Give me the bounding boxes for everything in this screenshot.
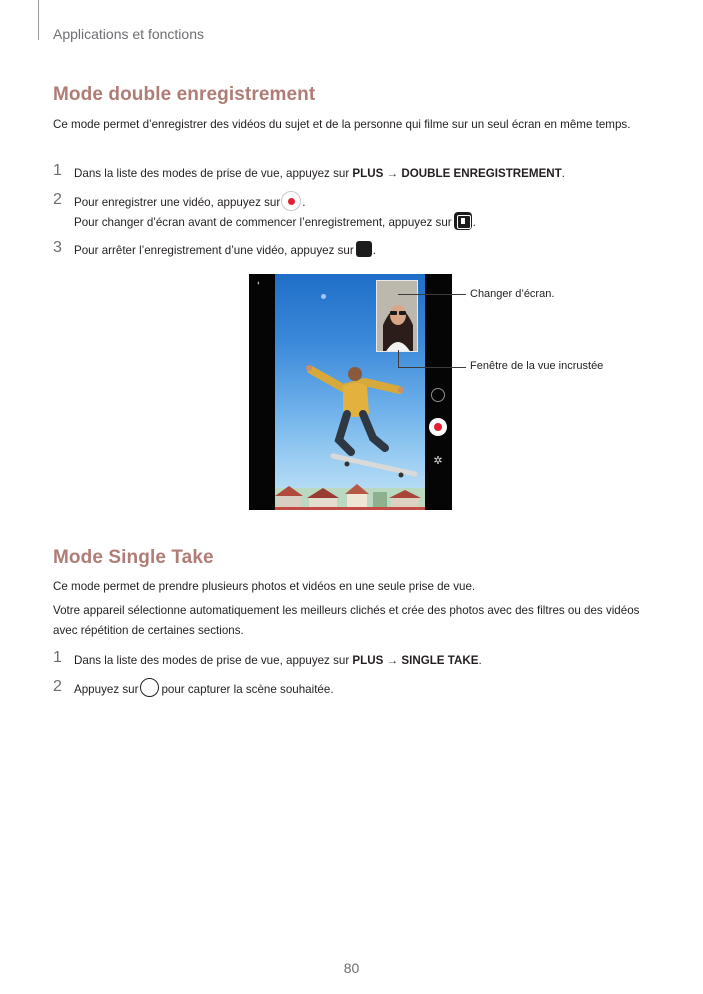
step-text: Dans la liste des modes de prise de vue, appuyez sur PLUS → DOUBLE ENREGISTREMENT. [74,167,565,180]
step-3 [53,241,653,260]
page-number: 80 [343,960,360,976]
step-text: Pour enregistrer une vidéo, appuyez sur . [74,193,653,212]
single-take-step-2 [53,680,653,699]
section-title-dual-recording: Mode double enregistrement [53,84,316,105]
single-take-step-1 [53,651,653,670]
step-text: Pour arrêter l’enregistrement d’une vidéo, appuyez sur . [74,241,653,260]
shutter-button-icon [140,678,159,697]
stop-button-icon [356,241,372,257]
status-icon: ◐ [257,280,262,287]
callout-line-pip-vertical [398,350,399,367]
callout-pip-window: Fenêtre de la vue incrustée [470,360,604,372]
single-take-paragraph-1: Ce mode permet de prendre plusieurs photos et vidéos en une seule prise de vue. [53,580,476,593]
selfie-image [377,281,418,352]
pip-window[interactable] [376,280,418,352]
callout-switch-screen: Changer d’écran. [470,288,555,300]
step-text: Appuyez sur pour capturer la scène souhaitée. [74,680,653,699]
phone-screenshot [249,274,452,510]
skateboarder-image [303,352,419,482]
rooftops-image [275,478,425,510]
step-text: Dans la liste des modes de prise de vue, appuyez sur PLUS → SINGLE TAKE. [74,654,482,667]
callout-line-pip [398,367,466,368]
switch-camera-icon[interactable] [431,388,445,402]
camera-controls [425,274,452,510]
step-1 [53,164,653,183]
single-take-paragraph-2: Votre appareil sélectionne automatiquement les meilleurs clichés et crée des photos avec des filtres ou des vidéos avec répétition de certaines sections. [53,604,640,637]
step-number: 2 [53,678,62,695]
step-number: 1 [53,649,62,666]
step-number: 3 [53,239,62,256]
flash-indicator-icon [321,294,326,299]
section-title-single-take: Mode Single Take [53,547,214,568]
switch-screen-icon [454,212,472,230]
page-edge-line [38,0,39,40]
step-2 [53,193,653,232]
step-number: 2 [53,191,62,208]
record-button[interactable] [429,418,447,436]
step-text-line2: Pour changer d’écran avant de commencer l’enregistrement, appuyez sur . [74,213,653,232]
record-button-icon [281,191,301,211]
settings-icon[interactable]: ✲ [433,455,443,467]
callout-line-switch [398,294,466,295]
intro-paragraph: Ce mode permet d’enregistrer des vidéos du sujet et de la personne qui filme sur un seul écran en même temps. [53,118,631,131]
step-number: 1 [53,162,62,179]
running-head: Applications et fonctions [53,26,204,42]
